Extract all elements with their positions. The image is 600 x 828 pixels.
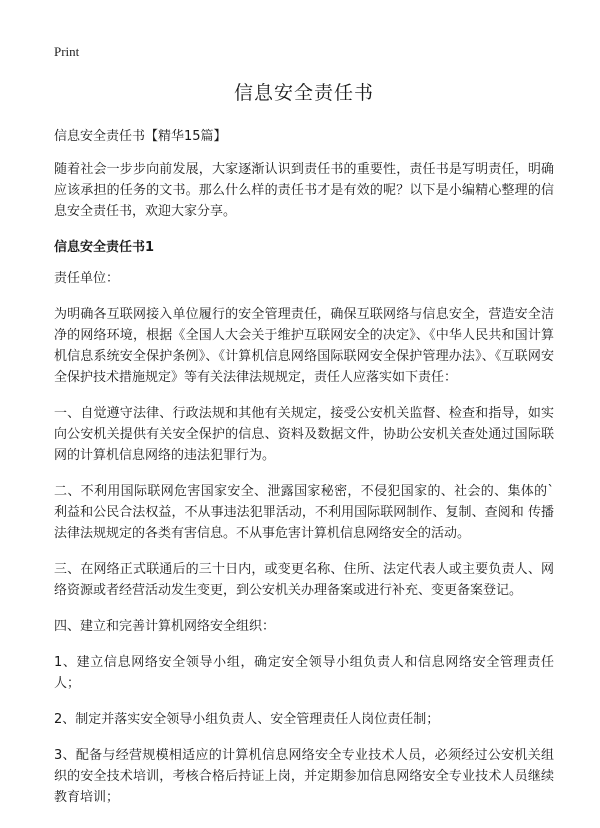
paragraph-clause-3: 三、在网络正式联通后的三十日内，或变更名称、住所、法定代表人或主要负责人、网络资源或者经营活动发生变更，到公安机关办理备案或进行补充、变更备案登记。 (54, 562, 554, 598)
paragraph-clause-4: 四、建立和完善计算机网络安全组织： (54, 619, 276, 634)
paragraph-item-1: 1、建立信息网络安全领导小组，确定安全领导小组负责人和信息网络安全管理责任人； (54, 655, 554, 691)
paragraph-preamble: 为明确各互联网接入单位履行的安全管理责任，确保互联网络与信息安全，营造安全洁净的网络环境，根据《全国人大会关于维护互联网安全的决定》、《中华人民共和国计算机信息系统安全保护条例》、《计算机信息网络国际联网安全保护管理办法》、《互联网安全保护技术措施规定》等有关法律法规规定，责任人应落实如下责任： (54, 307, 554, 385)
document-body (54, 78, 554, 823)
paragraph-clause-2: 二、不利用国际联网危害国家安全、泄露国家秘密，不侵犯国家的、社会的、集体的`利益和公民合法权益，不从事违法犯罪活动，不利用国际联网制作、复制、查阅和 传播法律法规规定的各类有害信息。不从事危害计算机信息网络安全的活动。 (54, 484, 554, 541)
paragraph-item-2: 2、制定并落实安全领导小组负责人、安全管理责任人岗位责任制； (54, 712, 440, 727)
section-heading: 信息安全责任书1 (54, 240, 155, 255)
responsible-unit-label: 责任单位： (54, 271, 120, 286)
document-subtitle: 信息安全责任书【精华15篇】 (54, 129, 227, 144)
paragraph-clause-1: 一、自觉遵守法律、行政法规和其他有关规定，接受公安机关监督、检查和指导，如实向公安机关提供有关安全保护的信息、资料及数据文件，协助公安机关查处通过国际联网的计算机信息网络的违法犯罪行为。 (54, 406, 554, 463)
page-title: 信息安全责任书 (233, 82, 374, 104)
paragraph-item-3: 3、配备与经营规模相适应的计算机信息网络安全专业技术人员，必须经过公安机关组织的安全技术培训，考核合格后持证上岗，并定期参加信息网络安全专业技术人员继续教育培训； (54, 748, 554, 805)
intro-paragraph: 随着社会一步步向前发展，大家逐渐认识到责任书的重要性，责任书是写明责任，明确应该承担的任务的文书。那么什么样的责任书才是有效的呢？以下是小编精心整理的信息安全责任书，欢迎大家分享。 (54, 162, 554, 219)
print-link[interactable]: Print (54, 44, 80, 59)
